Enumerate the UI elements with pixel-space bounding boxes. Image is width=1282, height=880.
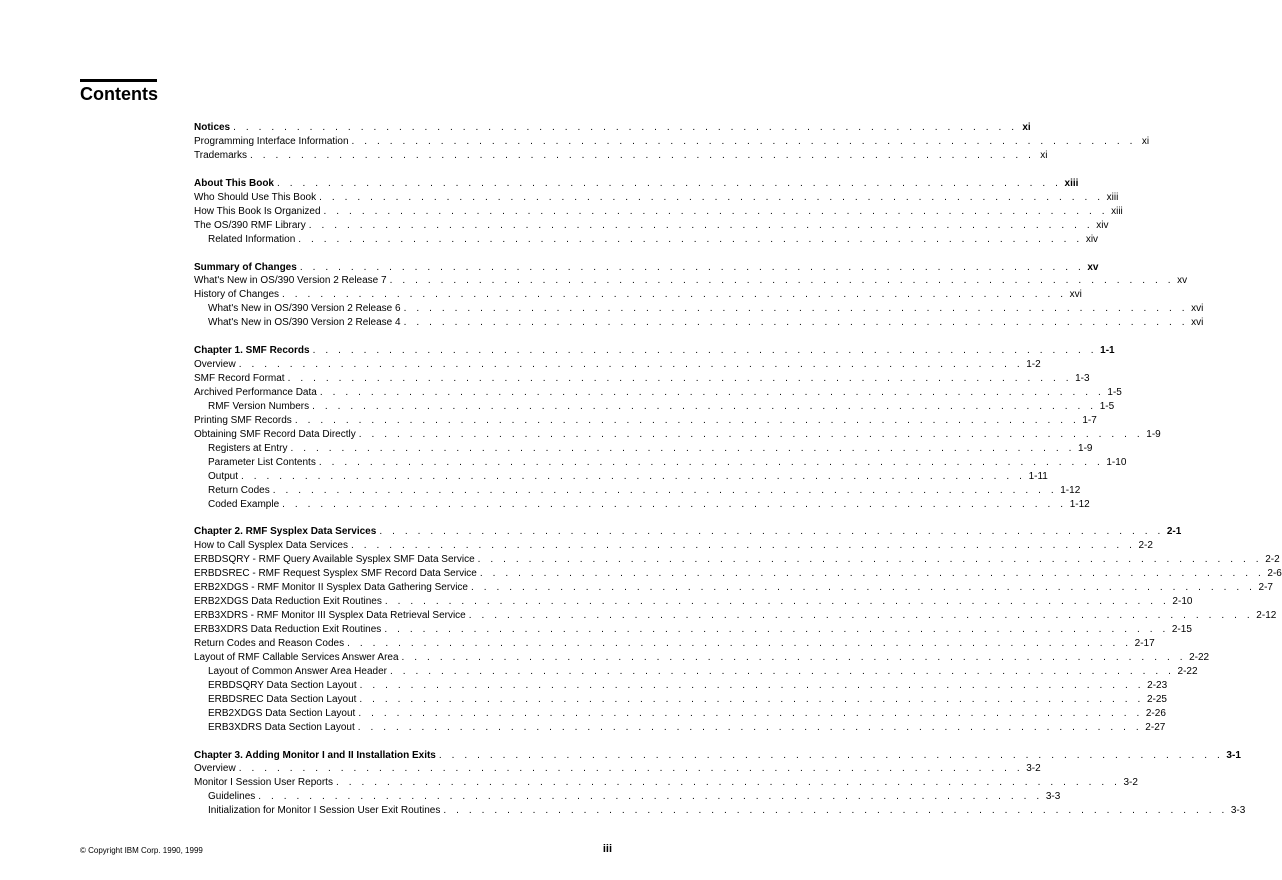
dot-leader: . . . . . . . . . . . . . . . . . . . . . . . . . . . . . . . . . . . . . . . . . . . . . . . . . . . . . . . . . . . . . . bbox=[358, 428, 1144, 440]
dot-leader: . . . . . . . . . . . . . . . . . . . . . . . . . . . . . . . . . . . . . . . . . . . . . . . . . . . . . . . . . . . . . . bbox=[443, 805, 1228, 817]
toc-entry-title: Output bbox=[208, 470, 239, 482]
dot-leader: . . . . . . . . . . . . . . . . . . . . . . . . . . . . . . . . . . . . . . . . . . . . . . . . . . . . . . . . . . . . . . bbox=[308, 219, 1094, 231]
dot-leader: . . . . . . . . . . . . . . . . . . . . . . . . . . . . . . . . . . . . . . . . . . . . . . . . . . . . . . . . . . . . . . bbox=[272, 484, 1058, 496]
toc-entry-page: 2-22 bbox=[1177, 665, 1198, 677]
dot-leader: . . . . . . . . . . . . . . . . . . . . . . . . . . . . . . . . . . . . . . . . . . . . . . . . . . . . . . . . . . . . . . bbox=[294, 414, 1080, 426]
dot-leader: . . . . . . . . . . . . . . . . . . . . . . . . . . . . . . . . . . . . . . . . . . . . . . . . . . . . . . . . . . . . . . bbox=[298, 233, 1083, 245]
toc-entry[interactable] bbox=[194, 776, 1138, 790]
toc-entry[interactable] bbox=[194, 804, 1246, 818]
toc-entry-title: ERB3XDRS Data Section Layout bbox=[208, 721, 355, 733]
toc-entry[interactable] bbox=[194, 205, 1123, 219]
toc-entry-title: Summary of Changes bbox=[194, 261, 297, 273]
toc-entry-page: 3-2 bbox=[1123, 777, 1138, 789]
toc-entry[interactable] bbox=[194, 414, 1097, 428]
toc-entry-page: 2-15 bbox=[1171, 624, 1192, 635]
toc-entry-page: xi bbox=[1141, 135, 1150, 147]
toc-entry[interactable] bbox=[194, 191, 1119, 205]
toc-entry-page: xvi bbox=[1069, 289, 1082, 301]
toc-entry-title: Printing SMF Records bbox=[194, 414, 292, 426]
toc-entry-title: Trademarks bbox=[194, 149, 247, 161]
toc-entry[interactable] bbox=[194, 567, 1282, 581]
dot-leader: . . . . . . . . . . . . . . . . . . . . . . . . . . . . . . . . . . . . . . . . . . . . . . . . . . . . . . . . . . . . . . bbox=[401, 651, 1187, 663]
toc-entry-page: 2-10 bbox=[1172, 596, 1193, 608]
toc-entry-title: About This Book bbox=[194, 177, 274, 189]
toc-section bbox=[194, 121, 1150, 163]
dot-leader: . . . . . . . . . . . . . . . . . . . . . . . . . . . . . . . . . . . . . . . . . . . . . . . . . . . . . . . . . . . . . . bbox=[238, 763, 1024, 775]
dot-leader: . . . . . . . . . . . . . . . . . . . . . . . . . . . . . . . . . . . . . . . . . . . . . . . . . . . . . . . . . . . . . . bbox=[238, 359, 1024, 371]
toc-entry-page: 1-3 bbox=[1075, 373, 1090, 385]
toc-entry[interactable] bbox=[194, 302, 1204, 316]
dot-leader: . . . . . . . . . . . . . . . . . . . . . . . . . . . . . . . . . . . . . . . . . . . . . . . . . . . . . . . . . . . . . . bbox=[258, 791, 1043, 803]
toc-entry-page: 2-1 bbox=[1166, 526, 1182, 538]
toc-entry-title: Initialization for Monitor I Session User Exit Routines bbox=[208, 805, 441, 817]
toc-entry-title: The OS/390 RMF Library bbox=[194, 219, 306, 231]
toc-entry[interactable] bbox=[194, 261, 1099, 275]
toc-entry-title: Parameter List Contents bbox=[208, 456, 316, 468]
toc-entry-page: 1-1 bbox=[1100, 345, 1115, 357]
toc-entry-page: xiii bbox=[1111, 205, 1123, 217]
toc-entry[interactable] bbox=[194, 372, 1090, 386]
dot-leader: . . . . . . . . . . . . . . . . . . . . . . . . . . . . . . . . . . . . . . . . . . . . . . . . . . . . . . . . . . . . . . bbox=[384, 596, 1170, 608]
toc-entry-title: Return Codes and Reason Codes bbox=[194, 637, 345, 649]
dot-leader: . . . . . . . . . . . . . . . . . . . . . . . . . . . . . . . . . . . . . . . . . . . . . . . . . . . . . . . . . . . . . . bbox=[319, 387, 1105, 398]
toc-section bbox=[194, 177, 1123, 247]
toc-entry-title: ERB2XDGS Data Reduction Exit Routines bbox=[194, 596, 382, 608]
toc-entry-title: Coded Example bbox=[208, 498, 280, 510]
dot-leader: . . . . . . . . . . . . . . . . . . . . . . . . . . . . . . . . . . . . . . . . . . . . . . . . . . . . . . . . . . . . . . bbox=[479, 568, 1265, 580]
toc-entry[interactable] bbox=[194, 274, 1188, 288]
toc-entry-page: 2-7 bbox=[1258, 582, 1273, 594]
dot-leader: . . . . . . . . . . . . . . . . . . . . . . . . . . . . . . . . . . . . . . . . . . . . . . . . . . . . . . . . . . . . . . bbox=[249, 149, 1035, 161]
toc-entry-page: xiv bbox=[1085, 233, 1099, 245]
dot-leader: . . . . . . . . . . . . . . . . . . . . . . . . . . . . . . . . . . . . . . . . . . . . . . . . . . . . . . . . . . . . . . bbox=[438, 749, 1224, 761]
toc-entry[interactable] bbox=[194, 428, 1161, 442]
toc-entry-page: xi bbox=[1022, 122, 1031, 133]
toc-entry-title: ERBDSQRY - RMF Query Available Sysplex SMF Data Service bbox=[194, 554, 475, 566]
dot-leader: . . . . . . . . . . . . . . . . . . . . . . . . . . . . . . . . . . . . . . . . . . . . . . . . . . . . . . . . . . . . . . bbox=[477, 554, 1263, 566]
dot-leader: . . . . . . . . . . . . . . . . . . . . . . . . . . . . . . . . . . . . . . . . . . . . . . . . . . . . . . . . . . . . . . bbox=[282, 289, 1067, 301]
toc-section bbox=[194, 261, 1204, 331]
toc-entry[interactable] bbox=[194, 177, 1079, 191]
toc-entry[interactable] bbox=[194, 219, 1109, 233]
dot-leader: . . . . . . . . . . . . . . . . . . . . . . . . . . . . . . . . . . . . . . . . . . . . . . . . . . . . . . . . . . . . . . bbox=[350, 540, 1136, 552]
toc-entry-page: 3-2 bbox=[1026, 763, 1041, 775]
toc-entry-page: 2-2 bbox=[1138, 540, 1153, 552]
toc-entry-page: xvi bbox=[1191, 317, 1204, 329]
dot-leader: . . . . . . . . . . . . . . . . . . . . . . . . . . . . . . . . . . . . . . . . . . . . . . . . . . . . . . . . . . . . . . bbox=[290, 442, 1076, 454]
toc-entry-title: ERB3XDRS - RMF Monitor III Sysplex Data Retrieval Service bbox=[194, 610, 466, 622]
table-of-contents bbox=[194, 121, 1282, 832]
page-number: iii bbox=[602, 843, 612, 855]
dot-leader: . . . . . . . . . . . . . . . . . . . . . . . . . . . . . . . . . . . . . . . . . . . . . . . . . . . . . . . . . . . . . . bbox=[468, 610, 1254, 622]
toc-entry-title: Archived Performance Data bbox=[194, 387, 317, 398]
dot-leader: . . . . . . . . . . . . . . . . . . . . . . . . . . . . . . . . . . . . . . . . . . . . . . . . . . . . . . . . . . . . . . bbox=[379, 526, 1164, 538]
toc-entry[interactable] bbox=[194, 288, 1082, 302]
toc-entry-page: 2-27 bbox=[1145, 721, 1166, 733]
toc-entry[interactable] bbox=[194, 121, 1031, 135]
dot-leader: . . . . . . . . . . . . . . . . . . . . . . . . . . . . . . . . . . . . . . . . . . . . . . . . . . . . . . . . . . . . . . bbox=[277, 177, 1062, 189]
toc-entry-page: 3-1 bbox=[1226, 749, 1241, 761]
toc-entry-page: 1-12 bbox=[1069, 498, 1090, 510]
toc-entry-title: History of Changes bbox=[194, 289, 280, 301]
toc-entry[interactable] bbox=[194, 498, 1090, 512]
toc-entry-title: How This Book Is Organized bbox=[194, 205, 321, 217]
dot-leader: . . . . . . . . . . . . . . . . . . . . . . . . . . . . . . . . . . . . . . . . . . . . . . . . . . . . . . . . . . . . . . bbox=[318, 456, 1104, 468]
toc-entry-page: 1-7 bbox=[1082, 414, 1097, 426]
toc-entry[interactable] bbox=[194, 484, 1081, 498]
toc-entry-page: 2-23 bbox=[1147, 679, 1168, 691]
toc-entry[interactable] bbox=[194, 679, 1168, 693]
toc-entry-page: xv bbox=[1087, 261, 1099, 273]
dot-leader: . . . . . . . . . . . . . . . . . . . . . . . . . . . . . . . . . . . . . . . . . . . . . . . . . . . . . . . . . . . . . . bbox=[389, 275, 1175, 287]
page-title: Contents bbox=[80, 84, 158, 104]
toc-entry-title: ERB2XDGS - RMF Monitor II Sysplex Data Gathering Service bbox=[194, 582, 468, 594]
toc-entry-title: ERB3XDRS Data Reduction Exit Routines bbox=[194, 624, 382, 635]
toc-entry-title: Monitor I Session User Reports bbox=[194, 777, 333, 789]
toc-entry-title: Registers at Entry bbox=[208, 442, 288, 454]
toc-entry-title: Obtaining SMF Record Data Directly bbox=[194, 428, 356, 440]
heading-rule bbox=[80, 79, 157, 82]
toc-entry-page: 2-25 bbox=[1146, 693, 1167, 705]
dot-leader: . . . . . . . . . . . . . . . . . . . . . . . . . . . . . . . . . . . . . . . . . . . . . . . . . . . . . . . . . . . . . . bbox=[357, 721, 1143, 733]
toc-entry[interactable] bbox=[194, 316, 1204, 330]
toc-entry-title: Layout of Common Answer Area Header bbox=[208, 665, 387, 677]
toc-entry-title: Chapter 1. SMF Records bbox=[194, 345, 310, 357]
toc-entry-title: Chapter 3. Adding Monitor I and II Installation Exits bbox=[194, 749, 436, 761]
toc-entry[interactable] bbox=[194, 581, 1273, 595]
toc-entry[interactable] bbox=[194, 762, 1041, 776]
toc-entry[interactable] bbox=[194, 525, 1182, 539]
toc-entry[interactable] bbox=[194, 609, 1277, 623]
toc-entry-page: 3-3 bbox=[1045, 791, 1061, 803]
toc-entry[interactable] bbox=[194, 442, 1093, 456]
toc-entry-page: 1-9 bbox=[1146, 428, 1161, 440]
toc-entry-page: 3-3 bbox=[1230, 805, 1246, 817]
toc-entry-page: 1-9 bbox=[1078, 442, 1093, 454]
toc-section bbox=[194, 344, 1161, 511]
dot-leader: . . . . . . . . . . . . . . . . . . . . . . . . . . . . . . . . . . . . . . . . . . . . . . . . . . . . . . . . . . . . . . bbox=[282, 498, 1067, 510]
dot-leader: . . . . . . . . . . . . . . . . . . . . . . . . . . . . . . . . . . . . . . . . . . . . . . . . . . . . . . . . . . . . . . bbox=[312, 400, 1097, 412]
dot-leader: . . . . . . . . . . . . . . . . . . . . . . . . . . . . . . . . . . . . . . . . . . . . . . . . . . . . . . . . . . . . . . bbox=[241, 470, 1026, 482]
toc-entry-title: Chapter 2. RMF Sysplex Data Services bbox=[194, 526, 377, 538]
toc-entry[interactable] bbox=[194, 721, 1166, 735]
toc-entry[interactable] bbox=[194, 707, 1166, 721]
toc-entry-page: 1-5 bbox=[1107, 387, 1122, 398]
toc-entry-page: xvi bbox=[1191, 303, 1204, 315]
dot-leader: . . . . . . . . . . . . . . . . . . . . . . . . . . . . . . . . . . . . . . . . . . . . . . . . . . . . . . . . . . . . . . bbox=[359, 693, 1144, 705]
dot-leader: . . . . . . . . . . . . . . . . . . . . . . . . . . . . . . . . . . . . . . . . . . . . . . . . . . . . . . . . . . . . . . bbox=[403, 317, 1189, 329]
toc-entry-title: ERBDSREC - RMF Request Sysplex SMF Record Data Service bbox=[194, 568, 477, 580]
dot-leader: . . . . . . . . . . . . . . . . . . . . . . . . . . . . . . . . . . . . . . . . . . . . . . . . . . . . . . . . . . . . . . bbox=[287, 373, 1073, 385]
toc-entry-title: Overview bbox=[194, 359, 236, 371]
toc-entry-title: What's New in OS/390 Version 2 Release 7 bbox=[194, 275, 387, 287]
dot-leader: . . . . . . . . . . . . . . . . . . . . . . . . . . . . . . . . . . . . . . . . . . . . . . . . . . . . . . . . . . . . . . bbox=[312, 345, 1098, 357]
toc-entry-title: ERBDSREC Data Section Layout bbox=[208, 693, 357, 705]
dot-leader: . . . . . . . . . . . . . . . . . . . . . . . . . . . . . . . . . . . . . . . . . . . . . . . . . . . . . . . . . . . . . . bbox=[470, 582, 1256, 594]
toc-entry-page: 2-22 bbox=[1189, 651, 1210, 663]
toc-entry[interactable] bbox=[194, 651, 1210, 665]
toc-entry-title: Related Information bbox=[208, 233, 296, 245]
toc-entry-page: xiii bbox=[1064, 177, 1079, 189]
toc-entry[interactable] bbox=[194, 637, 1155, 651]
toc-entry-page: 2-17 bbox=[1134, 637, 1155, 649]
toc-entry[interactable] bbox=[194, 135, 1150, 149]
toc-entry[interactable] bbox=[194, 233, 1099, 247]
toc-entry-title: RMF Version Numbers bbox=[208, 400, 310, 412]
toc-entry-page: 1-2 bbox=[1026, 359, 1041, 371]
toc-entry[interactable] bbox=[194, 665, 1198, 679]
dot-leader: . . . . . . . . . . . . . . . . . . . . . . . . . . . . . . . . . . . . . . . . . . . . . . . . . . . . . . . . . . . . . . bbox=[299, 261, 1085, 273]
dot-leader: . . . . . . . . . . . . . . . . . . . . . . . . . . . . . . . . . . . . . . . . . . . . . . . . . . . . . . . . . . . . . . bbox=[359, 679, 1145, 691]
toc-entry-title: What's New in OS/390 Version 2 Release 4 bbox=[208, 317, 401, 329]
toc-entry[interactable] bbox=[194, 400, 1115, 414]
toc-entry-title: Programming Interface Information bbox=[194, 135, 349, 147]
toc-entry[interactable] bbox=[194, 358, 1041, 372]
toc-entry-page: 2-6 bbox=[1267, 568, 1282, 580]
toc-entry[interactable] bbox=[194, 386, 1122, 400]
dot-leader: . . . . . . . . . . . . . . . . . . . . . . . . . . . . . . . . . . . . . . . . . . . . . . . . . . . . . . . . . . . . . . bbox=[403, 303, 1189, 315]
copyright-notice: © Copyright IBM Corp. 1990, 1999 bbox=[80, 846, 203, 855]
toc-entry[interactable] bbox=[194, 749, 1241, 763]
toc-section bbox=[194, 749, 1246, 819]
toc-entry-page: 2-2 bbox=[1265, 554, 1280, 566]
toc-entry[interactable] bbox=[194, 693, 1167, 707]
toc-entry-title: Layout of RMF Callable Services Answer Area bbox=[194, 651, 399, 663]
toc-entry-page: 1-10 bbox=[1106, 456, 1127, 468]
dot-leader: . . . . . . . . . . . . . . . . . . . . . . . . . . . . . . . . . . . . . . . . . . . . . . . . . . . . . . . . . . . . . . bbox=[351, 135, 1137, 147]
toc-entry[interactable] bbox=[194, 790, 1061, 804]
dot-leader: . . . . . . . . . . . . . . . . . . . . . . . . . . . . . . . . . . . . . . . . . . . . . . . . . . . . . . . . . . . . . . bbox=[347, 637, 1132, 649]
toc-entry-title: SMF Record Format bbox=[194, 373, 285, 385]
dot-leader: . . . . . . . . . . . . . . . . . . . . . . . . . . . . . . . . . . . . . . . . . . . . . . . . . . . . . . . . . . . . . . bbox=[389, 665, 1175, 677]
dot-leader: . . . . . . . . . . . . . . . . . . . . . . . . . . . . . . . . . . . . . . . . . . . . . . . . . . . . . . . . . . . . . . bbox=[384, 624, 1169, 635]
toc-entry-title: Guidelines bbox=[208, 791, 256, 803]
toc-entry-title: Return Codes bbox=[208, 484, 270, 496]
toc-entry-page: 2-26 bbox=[1145, 707, 1166, 719]
dot-leader: . . . . . . . . . . . . . . . . . . . . . . . . . . . . . . . . . . . . . . . . . . . . . . . . . . . . . . . . . . . . . . bbox=[319, 191, 1104, 203]
toc-entry-page: 2-12 bbox=[1256, 610, 1277, 622]
dot-leader: . . . . . . . . . . . . . . . . . . . . . . . . . . . . . . . . . . . . . . . . . . . . . . . . . . . . . . . . . . . . . . bbox=[323, 205, 1109, 217]
dot-leader: . . . . . . . . . . . . . . . . . . . . . . . . . . . . . . . . . . . . . . . . . . . . . . . . . . . . . . . . . . . . . . bbox=[335, 777, 1121, 789]
toc-entry-title: ERB2XDGS Data Section Layout bbox=[208, 707, 356, 719]
toc-entry-title: Who Should Use This Book bbox=[194, 191, 317, 203]
toc-entry-page: xiv bbox=[1096, 219, 1109, 231]
toc-entry[interactable] bbox=[194, 470, 1048, 484]
toc-entry-title: What's New in OS/390 Version 2 Release 6 bbox=[208, 303, 401, 315]
toc-entry-title: ERBDSQRY Data Section Layout bbox=[208, 679, 357, 691]
toc-entry-page: xiii bbox=[1106, 191, 1119, 203]
toc-entry-page: xi bbox=[1040, 149, 1048, 161]
toc-entry-page: 1-5 bbox=[1099, 400, 1115, 412]
toc-entry[interactable] bbox=[194, 595, 1193, 609]
toc-entry-page: xv bbox=[1177, 275, 1188, 287]
toc-entry[interactable] bbox=[194, 456, 1127, 470]
toc-section bbox=[194, 525, 1282, 734]
toc-entry-page: 1-11 bbox=[1028, 470, 1048, 482]
toc-entry-title: Overview bbox=[194, 763, 236, 775]
toc-entry-title: How to Call Sysplex Data Services bbox=[194, 540, 348, 552]
toc-entry-title: Notices bbox=[194, 122, 231, 133]
toc-entry-page: 1-12 bbox=[1060, 484, 1081, 496]
toc-entry[interactable] bbox=[194, 344, 1115, 358]
toc-entry[interactable] bbox=[194, 149, 1048, 163]
dot-leader: . . . . . . . . . . . . . . . . . . . . . . . . . . . . . . . . . . . . . . . . . . . . . . . . . . . . . . . . . . . . . . bbox=[358, 707, 1143, 719]
dot-leader: . . . . . . . . . . . . . . . . . . . . . . . . . . . . . . . . . . . . . . . . . . . . . . . . . . . . . . . . . . . . . . bbox=[233, 122, 1018, 133]
toc-entry[interactable] bbox=[194, 539, 1153, 553]
toc-entry[interactable] bbox=[194, 623, 1192, 637]
toc-entry[interactable] bbox=[194, 553, 1280, 567]
